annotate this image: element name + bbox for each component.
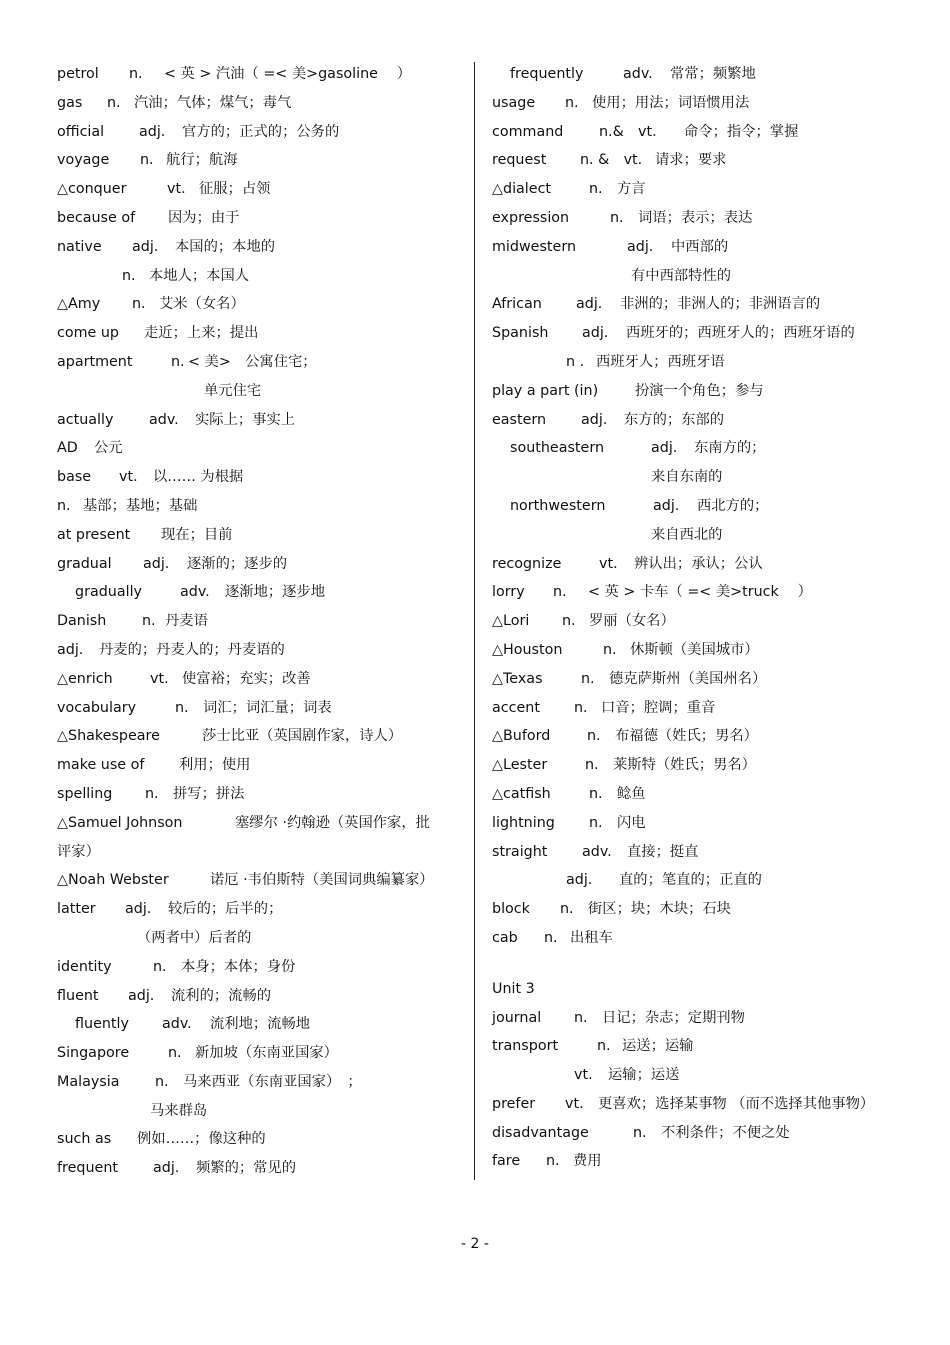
entry-definition: < 英 > 汽油（ =< 美>gasoline ） bbox=[164, 66, 412, 82]
vocab-entry bbox=[492, 521, 922, 550]
entry-pos: n. bbox=[581, 670, 595, 687]
entry-definition: 马来群岛 bbox=[150, 1102, 208, 1119]
vocab-entry bbox=[492, 578, 922, 607]
entry-word: prefer bbox=[492, 1095, 536, 1112]
entry-definition: 直接；挺直 bbox=[627, 843, 699, 860]
entry-definition: 使用；用法；词语惯用法 bbox=[592, 94, 750, 111]
entry-definition: 塞缪尔 ·约翰逊（英国作家，批 bbox=[235, 814, 430, 831]
left-column bbox=[57, 60, 462, 1183]
entry-pos: adj. bbox=[139, 123, 166, 140]
vocab-entry bbox=[57, 550, 462, 579]
vocab-entry bbox=[492, 1147, 922, 1176]
entry-word: base bbox=[57, 469, 92, 486]
entry-word: cab bbox=[492, 929, 518, 946]
entry-pos: n. & vt. bbox=[580, 152, 643, 169]
entry-pos: vt. bbox=[119, 469, 138, 486]
entry-pos: n. bbox=[544, 929, 558, 946]
entry-definition: < 英 > 卡车（ =< 美>truck ） bbox=[588, 584, 812, 601]
vocab-entry bbox=[492, 118, 922, 147]
entry-definition: 汽油；气体；煤气；毒气 bbox=[134, 94, 292, 111]
entry-word: official bbox=[57, 123, 105, 140]
entry-word: southeastern bbox=[510, 440, 605, 457]
entry-word: △Texas bbox=[492, 670, 543, 687]
entry-definition: 丹麦语 bbox=[165, 613, 208, 630]
vocab-entry bbox=[492, 780, 922, 809]
entry-pos: adv. bbox=[180, 584, 210, 601]
vocab-entry bbox=[57, 348, 462, 377]
vocab-entry bbox=[57, 665, 462, 694]
entry-definition: 本身；本体；身份 bbox=[181, 958, 296, 975]
entry-definition: 频繁的；常见的 bbox=[196, 1160, 297, 1177]
entry-pos: adv. bbox=[623, 66, 653, 82]
entry-pos: n. bbox=[589, 785, 603, 802]
entry-word: Singapore bbox=[57, 1045, 130, 1062]
entry-definition: 利用；使用 bbox=[179, 757, 251, 774]
entry-definition: 西班牙人；西班牙语 bbox=[596, 353, 725, 370]
entry-word: expression bbox=[492, 209, 570, 226]
entry-pos: adv. bbox=[582, 843, 612, 860]
entry-pos: adj. bbox=[651, 440, 678, 457]
entry-word: △enrich bbox=[57, 670, 113, 687]
vocab-entry bbox=[57, 233, 462, 262]
entry-word: make use of bbox=[57, 757, 145, 774]
entry-definition: 来自西北的 bbox=[651, 526, 723, 543]
entry-definition: 征服；占领 bbox=[199, 181, 271, 198]
entry-definition: 基部；基地；基础 bbox=[83, 497, 198, 514]
entry-pos: n. bbox=[589, 181, 603, 198]
right-column bbox=[492, 60, 922, 1176]
vocab-entry bbox=[492, 1032, 922, 1061]
entry-pos: n. bbox=[153, 958, 167, 975]
entry-word: n. bbox=[57, 497, 71, 514]
entry-definition: 新加坡（东南亚国家） bbox=[195, 1045, 338, 1062]
entry-definition: 东方的；东部的 bbox=[624, 411, 725, 428]
entry-definition: 运送；运输 bbox=[622, 1038, 694, 1055]
entry-definition: 走近；上来；提出 bbox=[144, 325, 259, 342]
entry-definition: 布福德（姓氏；男名） bbox=[615, 728, 758, 745]
entry-definition: 中西部的 bbox=[671, 238, 729, 255]
entry-pos: n. bbox=[610, 209, 624, 226]
vocab-entry bbox=[492, 348, 922, 377]
entry-word: petrol bbox=[57, 66, 99, 82]
entry-definition: 丹麦的；丹麦人的；丹麦语的 bbox=[99, 641, 285, 658]
vocab-entry bbox=[57, 1010, 462, 1039]
entry-pos: adj. bbox=[128, 987, 155, 1004]
entry-definition: 不利条件；不便之处 bbox=[661, 1124, 790, 1141]
vocab-entry bbox=[57, 578, 462, 607]
entry-word: gradual bbox=[57, 555, 112, 572]
vocab-entry bbox=[492, 607, 922, 636]
entry-definition: 拼写；拼法 bbox=[173, 785, 245, 802]
entry-word: request bbox=[492, 152, 547, 169]
entry-word: lorry bbox=[492, 584, 525, 601]
entry-definition: 因为；由于 bbox=[168, 209, 240, 226]
entry-definition: 艾米（女名） bbox=[159, 296, 245, 313]
entry-pos: n. bbox=[574, 1009, 588, 1026]
entry-word: because of bbox=[57, 209, 136, 226]
entry-pos: n. bbox=[175, 699, 189, 716]
entry-word: fluently bbox=[75, 1016, 129, 1033]
entry-word: gradually bbox=[75, 584, 143, 601]
entry-definition: 例如……；像这种的 bbox=[137, 1131, 266, 1148]
entry-word: Danish bbox=[57, 613, 107, 630]
entry-definition: 实际上；事实上 bbox=[195, 411, 296, 428]
entry-pos: vt. bbox=[167, 181, 186, 198]
vocab-entry bbox=[492, 1061, 922, 1090]
vocab-entry bbox=[57, 722, 462, 751]
vocab-entry bbox=[492, 290, 922, 319]
entry-word: fare bbox=[492, 1153, 521, 1170]
entry-definition: 逐渐地；逐步地 bbox=[225, 584, 326, 601]
entry-definition: 请求；要求 bbox=[655, 152, 727, 169]
entry-word: Malaysia bbox=[57, 1073, 120, 1090]
entry-definition: < 美> 公寓住宅； bbox=[188, 353, 317, 370]
vocab-entry bbox=[492, 1119, 922, 1148]
entry-definition: 扮演一个角色；参与 bbox=[635, 382, 764, 399]
vocab-entry bbox=[57, 175, 462, 204]
entry-word: frequently bbox=[510, 66, 584, 82]
entry-pos: n. bbox=[633, 1124, 647, 1141]
entry-word: vocabulary bbox=[57, 699, 137, 716]
entry-pos: n. bbox=[145, 785, 159, 802]
entry-definition: 鲶鱼 bbox=[617, 785, 646, 802]
entry-pos: adj. bbox=[582, 325, 609, 342]
vocab-entry bbox=[57, 895, 462, 924]
entry-pos: adj. bbox=[125, 901, 152, 918]
entry-pos: adj. bbox=[627, 238, 654, 255]
entry-definition: 官方的；正式的；公务的 bbox=[182, 123, 340, 140]
entry-definition: 常常；频繁地 bbox=[670, 66, 756, 82]
section-gap bbox=[492, 953, 922, 975]
entry-word: actually bbox=[57, 411, 114, 428]
vocab-entry bbox=[57, 204, 462, 233]
entry-pos: n. bbox=[129, 66, 143, 82]
entry-word: 评家） bbox=[57, 843, 100, 860]
entry-word: at present bbox=[57, 526, 131, 543]
entry-pos: n. bbox=[132, 296, 146, 313]
entry-definition: 本地人；本国人 bbox=[149, 267, 250, 284]
entry-pos: n. bbox=[560, 901, 574, 918]
entry-word: voyage bbox=[57, 152, 110, 169]
vocab-entry bbox=[492, 809, 922, 838]
entry-word: △Shakespeare bbox=[57, 728, 160, 745]
entry-definition: 来自东南的 bbox=[651, 469, 723, 486]
vocab-entry bbox=[492, 146, 922, 175]
entry-definition: 马来西亚（东南亚国家） ； bbox=[183, 1073, 362, 1090]
entry-pos: adj. bbox=[566, 872, 593, 889]
vocab-entry bbox=[57, 751, 462, 780]
vocab-entry bbox=[57, 924, 462, 953]
entry-pos: vt. bbox=[565, 1095, 584, 1112]
vocab-entry bbox=[57, 89, 462, 118]
entry-pos: adj. bbox=[576, 296, 603, 313]
entry-word: Unit 3 bbox=[492, 980, 535, 997]
entry-pos: n. bbox=[603, 641, 617, 658]
vocab-entry bbox=[492, 636, 922, 665]
vocab-entry bbox=[492, 434, 922, 463]
entry-pos: vt. bbox=[574, 1067, 593, 1084]
vocab-entry bbox=[57, 953, 462, 982]
entry-word: △Amy bbox=[57, 296, 101, 313]
vocab-entry bbox=[57, 319, 462, 348]
entry-pos: n. bbox=[589, 814, 603, 831]
vocab-entry bbox=[57, 118, 462, 147]
entry-word: accent bbox=[492, 699, 540, 716]
entry-word: △Lester bbox=[492, 757, 548, 774]
entry-word: native bbox=[57, 238, 102, 255]
entry-definition: 航行；航海 bbox=[166, 152, 238, 169]
vocab-entry bbox=[57, 1154, 462, 1183]
entry-definition: 口音；腔调；重音 bbox=[601, 699, 716, 716]
entry-pos: adj. bbox=[153, 1160, 180, 1177]
entry-word: journal bbox=[492, 1009, 542, 1026]
vocab-entry bbox=[492, 204, 922, 233]
vocab-entry bbox=[492, 60, 922, 89]
entry-definition: 街区；块；木块；石块 bbox=[588, 901, 731, 918]
unit-heading bbox=[492, 975, 922, 1004]
entry-word: △Samuel Johnson bbox=[57, 814, 183, 831]
entry-definition: 直的；笔直的；正直的 bbox=[619, 872, 762, 889]
entry-pos: n. bbox=[562, 613, 576, 630]
entry-word: such as bbox=[57, 1131, 112, 1148]
entry-definition: 流利地；流畅地 bbox=[210, 1016, 311, 1033]
entry-word: lightning bbox=[492, 814, 555, 831]
entry-word: African bbox=[492, 296, 542, 313]
entry-word: midwestern bbox=[492, 238, 577, 255]
entry-word: straight bbox=[492, 843, 548, 860]
vocab-entry bbox=[492, 838, 922, 867]
entry-pos: n. bbox=[171, 353, 185, 370]
column-divider bbox=[474, 62, 475, 1180]
entry-definition: 以…… 为根据 bbox=[153, 469, 244, 486]
entry-definition: 流利的；流畅的 bbox=[171, 987, 272, 1004]
entry-definition: 现在；目前 bbox=[161, 526, 233, 543]
entry-pos: adj. bbox=[143, 555, 170, 572]
entry-definition: 出租车 bbox=[570, 929, 613, 946]
entry-pos: n. bbox=[122, 267, 136, 284]
entry-word: Spanish bbox=[492, 325, 549, 342]
entry-definition: 罗丽（女名） bbox=[589, 613, 675, 630]
vocab-entry bbox=[57, 434, 462, 463]
vocab-entry bbox=[57, 982, 462, 1011]
vocab-entry bbox=[57, 636, 462, 665]
entry-pos: n. bbox=[585, 757, 599, 774]
entry-word: gas bbox=[57, 94, 83, 111]
entry-word: AD bbox=[57, 440, 78, 457]
entry-pos: n.& vt. bbox=[599, 123, 657, 140]
entry-definition: 西北方的； bbox=[697, 497, 769, 514]
entry-definition: 更喜欢；选择某事物 （而不选择其他事物） bbox=[598, 1095, 875, 1112]
entry-definition: 命令；指令；掌握 bbox=[684, 123, 799, 140]
entry-definition: 词语；表示；表达 bbox=[638, 209, 753, 226]
entry-definition: 较后的；后半的； bbox=[168, 901, 283, 918]
vocab-entry bbox=[492, 665, 922, 694]
entry-word: come up bbox=[57, 325, 120, 342]
entry-definition: 公元 bbox=[94, 440, 123, 457]
vocab-entry bbox=[492, 492, 922, 521]
entry-pos: n. bbox=[587, 728, 601, 745]
entry-definition: 莎士比亚（英国剧作家，诗人） bbox=[202, 728, 403, 745]
vocab-entry bbox=[492, 550, 922, 579]
vocab-entry bbox=[57, 780, 462, 809]
entry-pos: n. bbox=[546, 1153, 560, 1170]
entry-definition: 本国的；本地的 bbox=[175, 238, 276, 255]
entry-word: △Noah Webster bbox=[57, 872, 169, 889]
entry-word: adj. bbox=[57, 641, 84, 658]
vocab-entry bbox=[57, 60, 462, 89]
vocab-entry bbox=[492, 722, 922, 751]
vocab-entry bbox=[57, 492, 462, 521]
entry-word: △Lori bbox=[492, 613, 530, 630]
entry-pos: adj. bbox=[653, 497, 680, 514]
entry-definition: 西班牙的；西班牙人的；西班牙语的 bbox=[626, 325, 855, 342]
entry-definition: 德克萨斯州（美国州名） bbox=[609, 670, 767, 687]
entry-definition: 费用 bbox=[573, 1153, 602, 1170]
vocab-entry bbox=[492, 694, 922, 723]
vocab-entry bbox=[57, 1125, 462, 1154]
entry-word: △Buford bbox=[492, 728, 551, 745]
entry-word: recognize bbox=[492, 555, 562, 572]
vocab-entry bbox=[57, 1097, 462, 1126]
entry-word: play a part (in) bbox=[492, 382, 599, 399]
vocab-entry bbox=[57, 146, 462, 175]
entry-word: apartment bbox=[57, 353, 133, 370]
entry-pos: n. bbox=[597, 1038, 611, 1055]
entry-word: latter bbox=[57, 901, 96, 918]
entry-definition: 方言 bbox=[617, 181, 646, 198]
vocab-entry bbox=[57, 406, 462, 435]
entry-definition: 非洲的；非洲人的；非洲语言的 bbox=[620, 296, 821, 313]
entry-definition: 单元住宅 bbox=[204, 382, 262, 399]
vocab-entry bbox=[492, 89, 922, 118]
vocab-entry bbox=[57, 290, 462, 319]
vocab-entry bbox=[492, 463, 922, 492]
vocab-entry bbox=[492, 175, 922, 204]
vocab-entry bbox=[57, 866, 462, 895]
entry-pos: vt. bbox=[150, 670, 169, 687]
vocab-entry bbox=[57, 607, 462, 636]
entry-definition: 休斯顿（美国城市） bbox=[630, 641, 759, 658]
entry-pos: adj. bbox=[132, 238, 159, 255]
entry-word: spelling bbox=[57, 785, 113, 802]
vocab-entry bbox=[57, 463, 462, 492]
vocab-entry bbox=[492, 377, 922, 406]
vocab-entry bbox=[492, 319, 922, 348]
entry-pos: n. bbox=[574, 699, 588, 716]
vocab-entry bbox=[57, 694, 462, 723]
page-number: - 2 - bbox=[461, 1236, 489, 1252]
entry-word: usage bbox=[492, 94, 536, 111]
entry-definition: 闪电 bbox=[617, 814, 646, 831]
entry-word: eastern bbox=[492, 411, 547, 428]
entry-pos: n. bbox=[565, 94, 579, 111]
vocab-entry bbox=[492, 1090, 922, 1119]
entry-word: disadvantage bbox=[492, 1124, 589, 1141]
entry-word: △dialect bbox=[492, 181, 552, 198]
entry-pos: adj. bbox=[581, 411, 608, 428]
entry-word: △catfish bbox=[492, 785, 551, 802]
vocab-entry bbox=[57, 809, 462, 838]
entry-pos: adv. bbox=[162, 1016, 192, 1033]
entry-definition: 使富裕；充实；改善 bbox=[182, 670, 311, 687]
vocab-entry bbox=[57, 1039, 462, 1068]
entry-word: command bbox=[492, 123, 564, 140]
vocab-entry bbox=[492, 751, 922, 780]
vocab-entry bbox=[492, 924, 922, 953]
entry-word: △conquer bbox=[57, 181, 127, 198]
entry-pos: n. bbox=[142, 613, 156, 630]
entry-definition: 运输；运送 bbox=[608, 1067, 680, 1084]
vocab-entry bbox=[492, 866, 922, 895]
vocab-entry bbox=[492, 895, 922, 924]
vocab-entry bbox=[57, 838, 462, 867]
entry-definition: 莱斯特（姓氏；男名） bbox=[613, 757, 756, 774]
vocab-entry bbox=[492, 1004, 922, 1033]
vocab-entry bbox=[57, 1068, 462, 1097]
entry-definition: 诺厄 ·韦伯斯特（美国词典编纂家） bbox=[210, 872, 434, 889]
entry-pos: n. bbox=[553, 584, 567, 601]
vocab-entry bbox=[57, 521, 462, 550]
entry-definition: 辨认出；承认；公认 bbox=[634, 555, 763, 572]
vocab-entry bbox=[492, 233, 922, 262]
entry-word: northwestern bbox=[510, 497, 606, 514]
entry-pos: n. bbox=[168, 1045, 182, 1062]
entry-definition: （两者中）后者的 bbox=[137, 929, 252, 946]
vocab-entry bbox=[492, 406, 922, 435]
entry-word: identity bbox=[57, 958, 112, 975]
vocab-entry bbox=[492, 262, 922, 291]
entry-pos: n. bbox=[155, 1073, 169, 1090]
entry-pos: n. bbox=[140, 152, 154, 169]
vocab-entry bbox=[57, 377, 462, 406]
entry-pos: n. bbox=[107, 94, 121, 111]
vocab-entry bbox=[57, 262, 462, 291]
entry-definition: 逐渐的；逐步的 bbox=[187, 555, 288, 572]
entry-definition: 东南方的； bbox=[694, 440, 766, 457]
entry-pos: vt. bbox=[599, 555, 618, 572]
entry-definition: 有中西部特性的 bbox=[631, 267, 732, 284]
entry-pos: adv. bbox=[149, 411, 179, 428]
entry-definition: 日记；杂志；定期刊物 bbox=[602, 1009, 745, 1026]
entry-word: fluent bbox=[57, 987, 99, 1004]
entry-word: transport bbox=[492, 1038, 559, 1055]
entry-word: △Houston bbox=[492, 641, 563, 658]
entry-word: block bbox=[492, 901, 530, 918]
entry-word: frequent bbox=[57, 1160, 118, 1177]
entry-definition: 词汇；词汇量；词表 bbox=[203, 699, 332, 716]
entry-pos: n . bbox=[566, 353, 585, 370]
